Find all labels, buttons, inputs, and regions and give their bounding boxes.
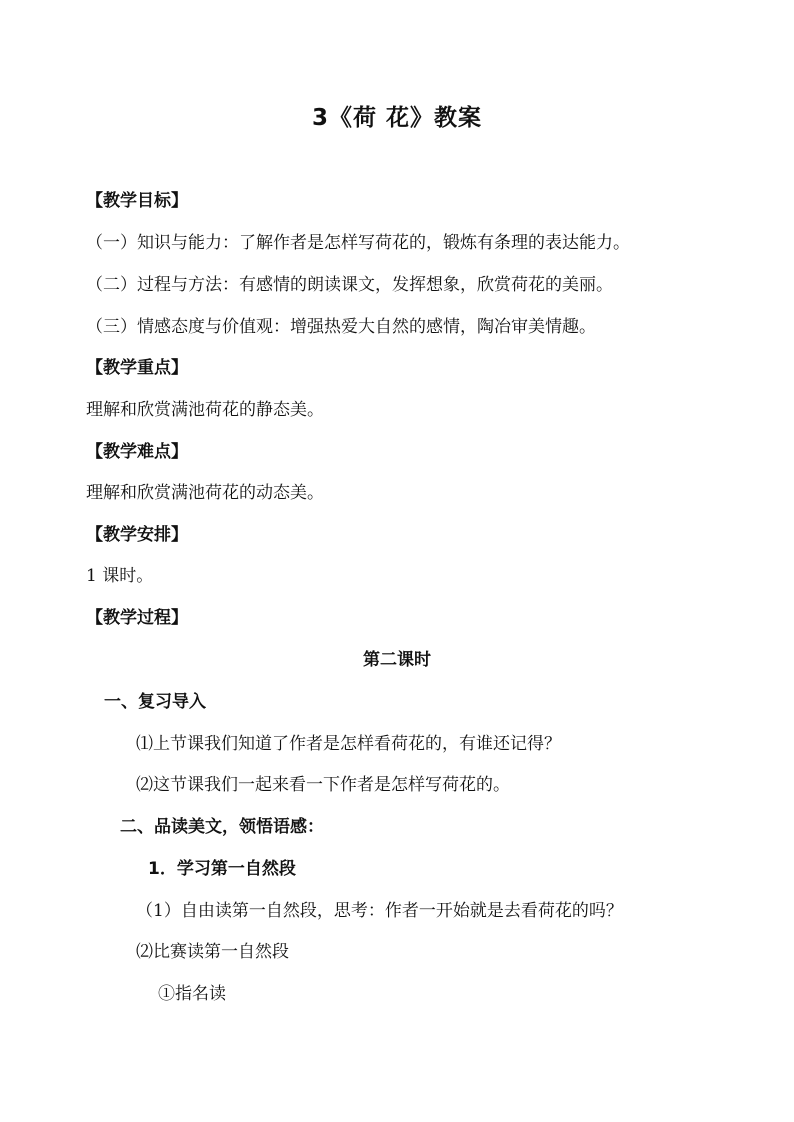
- page-title: 3《荷 花》教案: [311, 105, 482, 131]
- difficulties-text: 理解和欣赏满池荷花的动态美。: [86, 483, 324, 503]
- objective-process: （二）过程与方法：有感情的朗读课文，发挥想象，欣赏荷花的美丽。: [86, 275, 613, 295]
- paragraph-one-item-1: （1）自由读第一自然段，思考：作者一开始就是去看荷花的吗？: [136, 901, 623, 921]
- arrangement-heading: 【教学安排】: [86, 525, 188, 545]
- key-points-heading: 【教学重点】: [86, 358, 188, 378]
- lesson-title: 第二课时: [363, 650, 431, 670]
- review-item-1: ⑴上节课我们知道了作者是怎样看荷花的，有谁还记得？: [136, 734, 561, 754]
- key-points-text: 理解和欣赏满池荷花的静态美。: [86, 400, 324, 420]
- paragraph-one-heading: 1．学习第一自然段: [148, 859, 296, 879]
- review-intro-heading: 一、复习导入: [104, 692, 206, 712]
- paragraph-one-item-2: ⑵比赛读第一自然段: [136, 942, 289, 962]
- reading-section-heading: 二、品读美文，领悟语感：: [120, 817, 324, 837]
- objective-emotion: （三）情感态度与价值观：增强热爱大自然的感情，陶冶审美情趣。: [86, 317, 596, 337]
- review-item-2: ⑵这节课我们一起来看一下作者是怎样写荷花的。: [136, 775, 510, 795]
- objective-knowledge: （一）知识与能力：了解作者是怎样写荷花的，锻炼有条理的表达能力。: [86, 233, 630, 253]
- difficulties-heading: 【教学难点】: [86, 442, 188, 462]
- objectives-heading: 【教学目标】: [86, 191, 188, 211]
- paragraph-one-item-2a: ①指名读: [158, 984, 226, 1004]
- arrangement-text: 1 课时。: [86, 566, 154, 586]
- process-heading: 【教学过程】: [86, 608, 188, 628]
